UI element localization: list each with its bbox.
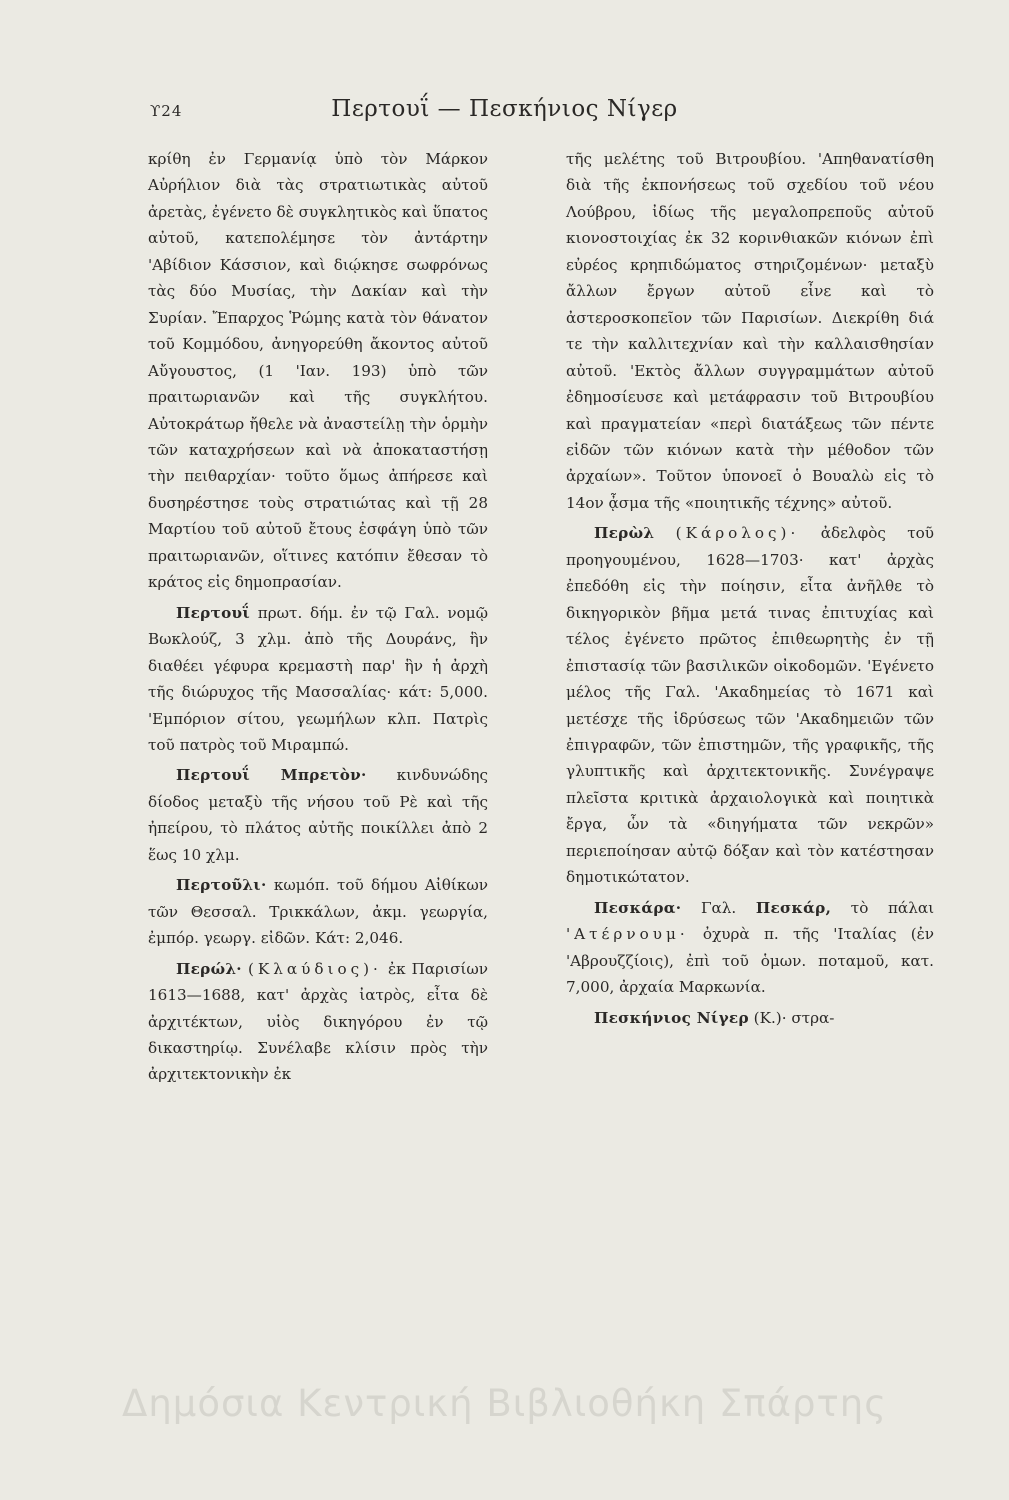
entry-headword: Πεσκάρα· [594,898,682,917]
entry-text: πρωτ. δήμ. ἐν τῷ Γαλ. νομῷ Βωκλούζ, 3 χλμ. ἀπὸ τῆς Δουράνς, ἣν διαθέει γέφυρα κρεμαστὴ παρ' ἣν ἡ ἀρχὴ τῆς διώρυχος τῆς Μασσαλίας· κάτ: 5,000. 'Εμπόριον σίτου, γεωμήλων κλπ. Πατρὶς τοῦ πατρὸς τοῦ Μιραμπώ. [148,603,488,754]
entry-name: (Κλαύδιος)· [247,959,382,978]
entry-pertoui [148,600,488,759]
entry-headword: Περτοῦλι· [176,876,267,895]
entry-perrault-claude [148,956,488,1088]
running-head: Περτουΐ — Πεσκήνιος Νίγερ [331,96,678,122]
entry-pescennius-niger [566,1005,934,1031]
library-watermark: Δημόσια Κεντρική Βιβλιοθήκη Σπάρτης [122,1382,887,1425]
entry-name: 'Ατέρνουμ· [566,925,689,944]
page-number: ϒ24 [150,102,183,120]
entry-name: (Κάρολος)· [675,524,800,543]
continued-paragraph: τῆς μελέτης τοῦ Βιτρουβίου. 'Απηθανατίσθη διὰ τῆς ἐκπονήσεως τοῦ σχεδίου τοῦ νέου Λούβρου, ἰδίως τῆς μεγαλοπρεποῦς αὐτοῦ κιονοστοιχίας ἐκ 32 κορινθιακῶν κιόνων ἐπὶ εὐρέος κρηπιδώματος στηριζομένων· μεταξὺ ἄλλων ἔργων αὐτοῦ εἶνε καὶ τὸ ἀστεροσκοπεῖον τῶν Παρισίων. Διεκρίθη διά τε τὴν καλλιτεχνίαν καὶ τὴν καλλαισθησίαν αὐτοῦ. 'Εκτὸς ἄλλων συγγραμμάτων αὐτοῦ ἐδημοσίευσε καὶ μετάφρασιν τοῦ Βιτρουβίου καὶ πραγματείαν «περὶ διατάξεως τῶν πέντε εἰδῶν τῶν κιόνων κατὰ τὴν μέθοδον τῶν ἀρχαίων». Τοῦτον ὑπονοεῖ ὁ Βουαλὼ εἰς τὸ 14ον ᾆσμα τῆς «ποιητικῆς τέχνης» αὐτοῦ. [566,150,934,512]
left-column [148,146,488,1092]
entry-pescara [566,895,934,1001]
entry-text: ἀδελφὸς τοῦ προηγουμένου, 1628—1703· κατ' ἀρχὰς ἐπεδόθη εἰς τὴν ποίησιν, εἶτα ἀνῆλθε τὸ δικηγορικὸν βῆμα μετά τινας ἐπιτυχίας καὶ τέλος ἐγένετο πρῶτος ἐπιθεωρητὴς ἐν τῇ ἐπιστασίᾳ τῶν βασιλικῶν οἰκοδομῶν. 'Εγένετο μέλος τῆς Γαλ. 'Ακαδημείας τὸ 1671 καὶ μετέσχε τῆς ἱδρύσεως τῶν 'Ακαδημειῶν τῶν ἐπιγραφῶν, τῶν ἐπιστημῶν, τῆς γραφικῆς, τῆς γλυπτικῆς καὶ ἀρχιτεκτονικῆς. Συνέγραψε πλεῖστα κριτικὰ ἀρχαιολογικὰ καὶ ποιητικὰ ἔργα, ὧν τὰ «διηγήματα τῶν νεκρῶν» περιεποίησαν αὐτῷ δόξαν καὶ τὸν κατέστησαν δημοτικώτατον. [566,524,935,887]
entry-pertoui-breton [148,762,488,868]
entry-headword-alt: Πεσκάρ, [755,898,832,917]
entry-perrault-charles [566,520,934,890]
entry-text: ἐκ Παρισίων 1613—1688, κατ' ἀρχὰς ἰατρὸς, εἶτα δὲ ἀρχιτέκτων, υἱὸς δικηγόρου ἐν τῷ δικαστηρίῳ. Συνέλαβε κλίσιν πρὸς τὴν ἀρχιτεκτονικὴν ἐκ [148,959,489,1084]
entry-pertouli [148,872,488,951]
entry-headword: Περτουΐ [176,603,251,622]
entry-text: τὸ πάλαι [850,898,935,917]
entry-text: κινδυνώδης δίοδος μεταξὺ τῆς νήσου τοῦ Ρὲ καὶ τῆς ἠπείρου, τὸ πλάτος αὐτῆς ποικίλλει ἀπὸ 2 ἕως 10 χλμ. [148,766,488,864]
entry-headword: Περὼλ [594,524,655,543]
continued-paragraph: κρίθη ἐν Γερμανίᾳ ὑπὸ τὸν Μάρκον Αὐρήλιον διὰ τὰς στρατιωτικὰς αὐτοῦ ἀρετὰς, ἐγένετο δὲ συγκλητικὸς καὶ ὕπατος αὐτοῦ, κατεπολέμησε τὸν ἀντάρτην 'Αβίδιον Κάσσιον, καὶ διῴκησε σωφρόνως τὰς δύο Μυσίας, τὴν Δακίαν καὶ τὴν Συρίαν. Ἔπαρχος Ῥώμης κατὰ τὸν θάνατον τοῦ Κομμόδου, ἀνηγορεύθη ἄκοντος αὐτοῦ Αὔγουστος, (1 'Ιαν. 193) ὑπὸ τῶν πραιτωριανῶν καὶ τῆς συγκλήτου. Αὐτοκράτωρ ἤθελε νὰ ἀναστείλῃ τὴν ὁρμὴν τῶν καταχρήσεων καὶ νὰ ἀποκαταστήσῃ τὴν πειθαρχίαν· τοῦτο ὅμως ἀπήρεσε καὶ δυσηρέστησε τοὺς στρατιώτας καὶ τῇ 28 Μαρτίου τοῦ αὐτοῦ ἔτους ἐσφάγη ὑπὸ τῶν πραιτωριανῶν, οἵτινες κατόπιν ἔθεσαν τὸ κράτος εἰς δημοπρασίαν. [148,150,488,592]
entry-text: Γαλ. [700,898,737,917]
entry-headword: Περώλ· [176,959,242,978]
entry-headword: Πεσκήνιος Νίγερ [594,1008,749,1027]
entry-text: ὀχυρὰ π. τῆς 'Ιταλίας (ἐν 'Αβρουζζίοις), ἐπὶ τοῦ ὁμων. ποταμοῦ, κατ. 7,000, ἀρχαία Μαρκωνία. [566,925,935,997]
right-column [566,146,934,1035]
entry-text: κωμόπ. τοῦ δήμου Αἰθίκων τῶν Θεσσαλ. Τρικκάλων, ἀκμ. γεωργία, ἐμπόρ. γεωργ. εἰδῶν. Κάτ: 2,046. [148,876,488,948]
entry-headword: Περτουΐ Μπρετὸν· [176,766,367,785]
entry-text: (Κ.)· στρα- [753,1008,835,1027]
